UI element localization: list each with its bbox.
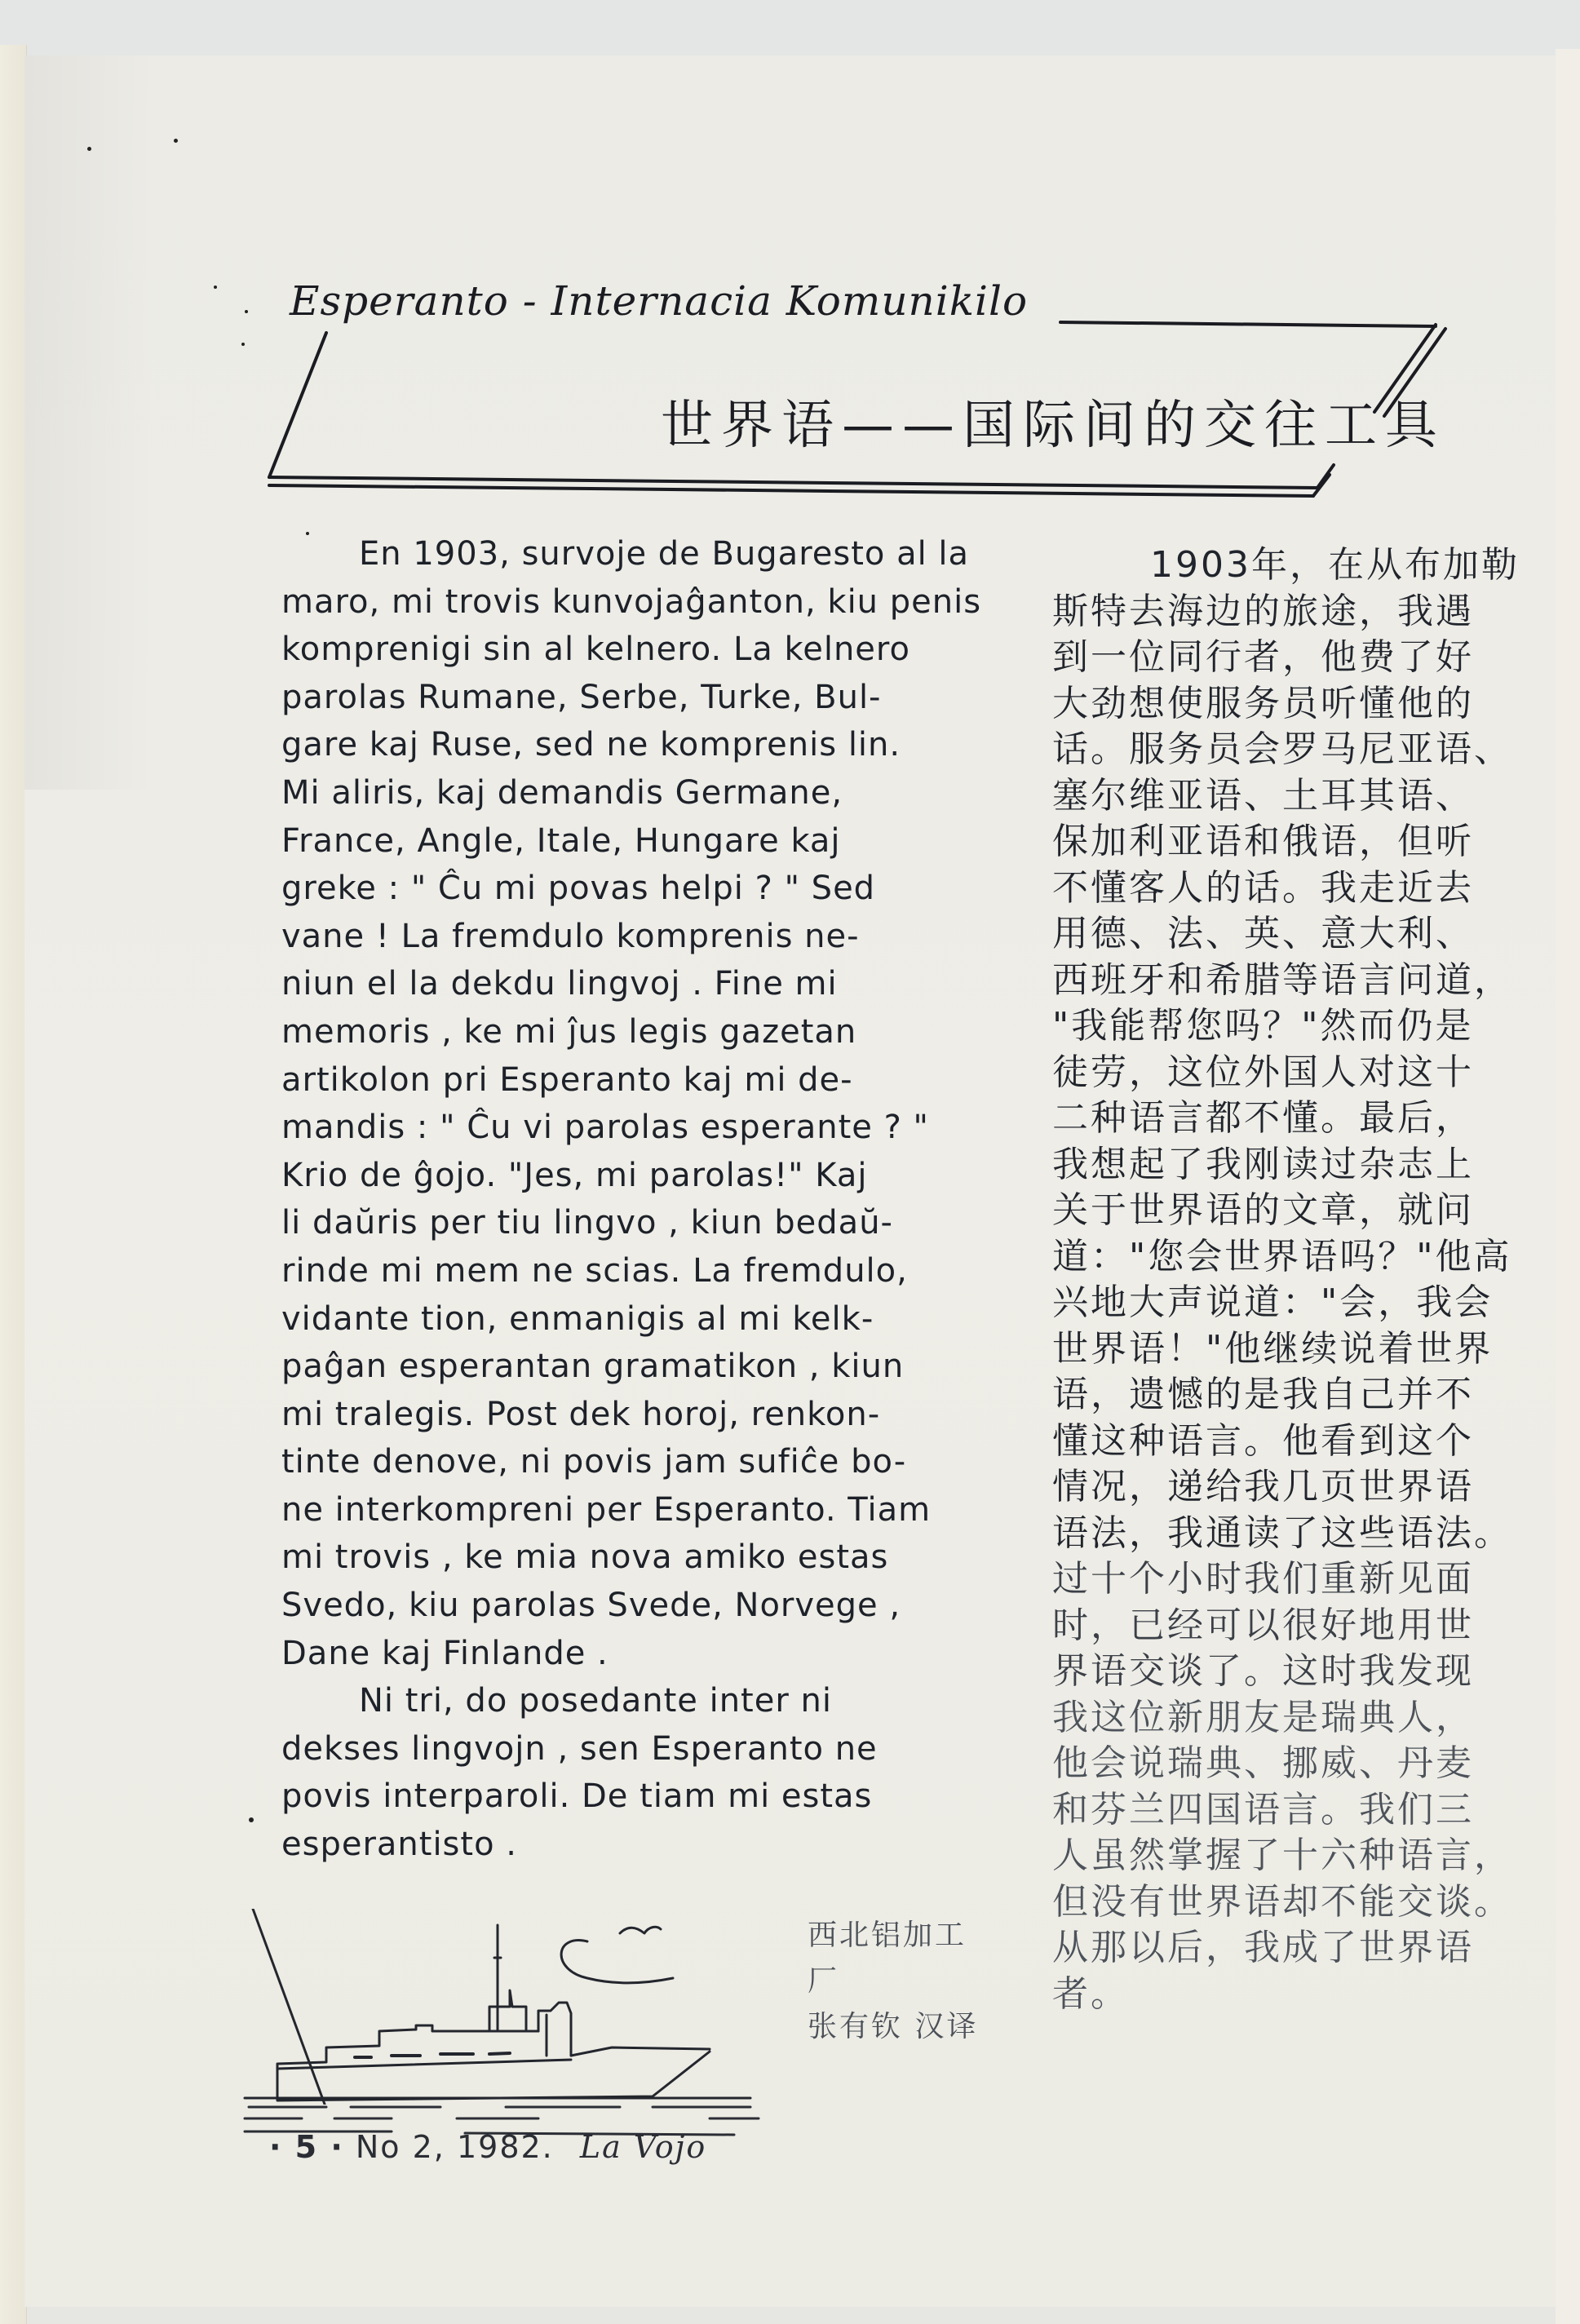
text-line: Mi aliris, kaj demandis Germane, xyxy=(281,773,843,812)
credit-line: 西北铝加工 xyxy=(808,1919,967,1952)
text-line: greke : " Ĉu mi povas helpi ? " Sed xyxy=(281,870,876,908)
ship-icon xyxy=(228,1909,816,2105)
text-line: 徒劳，这位外国人对这十 xyxy=(1052,1051,1474,1093)
text-line: 道："您会世界语吗？"他高 xyxy=(1052,1235,1512,1277)
text-line: 他会说瑞典、挪威、丹麦 xyxy=(1052,1742,1474,1784)
text-line: 界语交谈了。这时我发现 xyxy=(1052,1650,1474,1692)
text-line: Krio de ĝojo. "Jes, mi parolas!" Kaj xyxy=(281,1156,868,1194)
text-line: mi trovis , ke mia nova amiko estas xyxy=(281,1538,889,1577)
translator-credit xyxy=(808,1913,1020,2050)
background-top xyxy=(0,0,1580,57)
text-line: 懂这种语言。他看到这个 xyxy=(1052,1419,1474,1462)
text-line: 兴地大声说道："会，我会 xyxy=(1052,1282,1494,1323)
text-line: 斯特去海边的旅途，我遇 xyxy=(1052,590,1474,632)
text-line: 保加利亚语和俄语，但听 xyxy=(1052,821,1474,862)
ship-illustration xyxy=(228,1909,816,2108)
text-line: 1903年，在从布加勒 xyxy=(1150,544,1520,586)
text-line: 者。 xyxy=(1052,1972,1129,2015)
text-line: France, Angle, Itale, Hungare kaj xyxy=(281,821,841,860)
text-line: komprenigi sin al kelnero. La kelnero xyxy=(281,631,910,669)
text-line: 话。服务员会罗马尼亚语、 xyxy=(1052,728,1512,770)
text-line: 情况，递给我几页世界语 xyxy=(1052,1466,1474,1507)
text-line: 我这位新朋友是瑞典人， xyxy=(1052,1696,1474,1738)
text-line: esperantisto . xyxy=(281,1826,517,1864)
esperanto-article-column xyxy=(281,530,1016,1869)
page-footer xyxy=(269,2129,706,2165)
text-line: vane ! La fremdulo komprenis ne- xyxy=(281,917,860,955)
text-line: niun el la dekdu lingvoj . Fine mi xyxy=(281,965,838,1003)
page-number: · 5 · xyxy=(269,2129,344,2165)
text-line: dekses lingvojn , sen Esperanto ne xyxy=(281,1729,878,1768)
text-line: "我能帮您吗？"然而仍是 xyxy=(1052,1005,1474,1047)
text-line: 关于世界语的文章，就问 xyxy=(1052,1189,1474,1231)
text-line: 世界语！"他继续说着世界 xyxy=(1052,1327,1494,1370)
text-line: artikolon pri Esperanto kaj mi de- xyxy=(281,1060,853,1099)
text-line: rinde mi mem ne scias. La fremdulo, xyxy=(281,1251,908,1290)
magazine-name: La Vojo xyxy=(579,2129,707,2165)
page-right-edge xyxy=(1556,49,1580,2324)
ink-speck xyxy=(214,286,217,289)
ink-speck xyxy=(87,147,91,151)
text-line: ne interkompreni per Esperanto. Tiam xyxy=(281,1490,932,1529)
ink-speck xyxy=(249,1817,254,1822)
text-line: 但没有世界语却不能交谈。 xyxy=(1052,1880,1512,1923)
credit-line: 张有钦 汉译 xyxy=(808,2010,979,2043)
text-line: paĝan esperantan gramatikon , kiun xyxy=(281,1348,905,1386)
text-line: 塞尔维亚语、土耳其语、 xyxy=(1052,774,1474,817)
text-line: li daŭris per tiu lingvo , kiun bedaŭ- xyxy=(281,1204,893,1242)
text-line: 二种语言都不懂。最后， xyxy=(1052,1097,1474,1139)
text-line: 过十个小时我们重新见面 xyxy=(1052,1558,1474,1600)
text-line: tinte denove, ni povis jam sufiĉe bo- xyxy=(281,1443,907,1481)
text-line: Ni tri, do posedante inter ni xyxy=(359,1682,832,1720)
credit-line: 厂 xyxy=(808,1964,840,1998)
title-chinese: 世界语——国际间的交往工具 xyxy=(661,396,1445,456)
title-esperanto: Esperanto - Internacia Komunikilo xyxy=(290,277,1029,325)
page-fold-shadow xyxy=(24,55,155,790)
issue-number: No 2, 1982. xyxy=(355,2129,554,2165)
text-line: mandis : " Ĉu vi parolas esperante ? " xyxy=(281,1109,929,1147)
text-line: vidante tion, enmanigis al mi kelk- xyxy=(281,1299,874,1338)
text-line: 从那以后，我成了世界语 xyxy=(1052,1927,1474,1968)
text-line: gare kaj Ruse, sed ne komprenis lin. xyxy=(281,726,901,764)
text-line: Svedo, kiu parolas Svede, Norvege , xyxy=(281,1587,901,1625)
text-line: 和芬兰四国语言。我们三 xyxy=(1052,1788,1474,1830)
text-line: 我想起了我刚读过杂志上 xyxy=(1052,1143,1474,1185)
text-line: 用德、法、英、意大利、 xyxy=(1052,913,1474,954)
ink-speck xyxy=(174,139,178,143)
text-line: Dane kaj Finlande . xyxy=(281,1634,609,1672)
text-line: 不懂客人的话。我走近去 xyxy=(1052,866,1474,909)
text-line: 大劲想使服务员听懂他的 xyxy=(1052,682,1474,724)
text-line: 语，遗憾的是我自己并不 xyxy=(1052,1374,1474,1415)
text-line: maro, mi trovis kunvojaĝanton, kiu penis xyxy=(281,582,982,621)
text-line: 到一位同行者，他费了好 xyxy=(1052,636,1474,678)
text-line: povis interparoli. De tiam mi estas xyxy=(281,1777,873,1816)
text-line: 语法，我通读了这些语法。 xyxy=(1052,1512,1512,1554)
text-line: mi tralegis. Post dek horoj, renkon- xyxy=(281,1395,881,1433)
text-line: 人虽然掌握了十六种语言， xyxy=(1052,1835,1512,1876)
chinese-article-column xyxy=(1052,542,1534,2017)
text-line: memoris , ke mi ĵus legis gazetan xyxy=(281,1012,857,1051)
text-line: En 1903, survoje de Bugaresto al la xyxy=(359,535,970,573)
facing-page-edge xyxy=(0,45,27,2324)
text-line: parolas Rumane, Serbe, Turke, Bul- xyxy=(281,678,882,716)
text-line: 西班牙和希腊等语言问道， xyxy=(1052,958,1512,1001)
text-line: 时，已经可以很好地用世 xyxy=(1052,1604,1474,1646)
